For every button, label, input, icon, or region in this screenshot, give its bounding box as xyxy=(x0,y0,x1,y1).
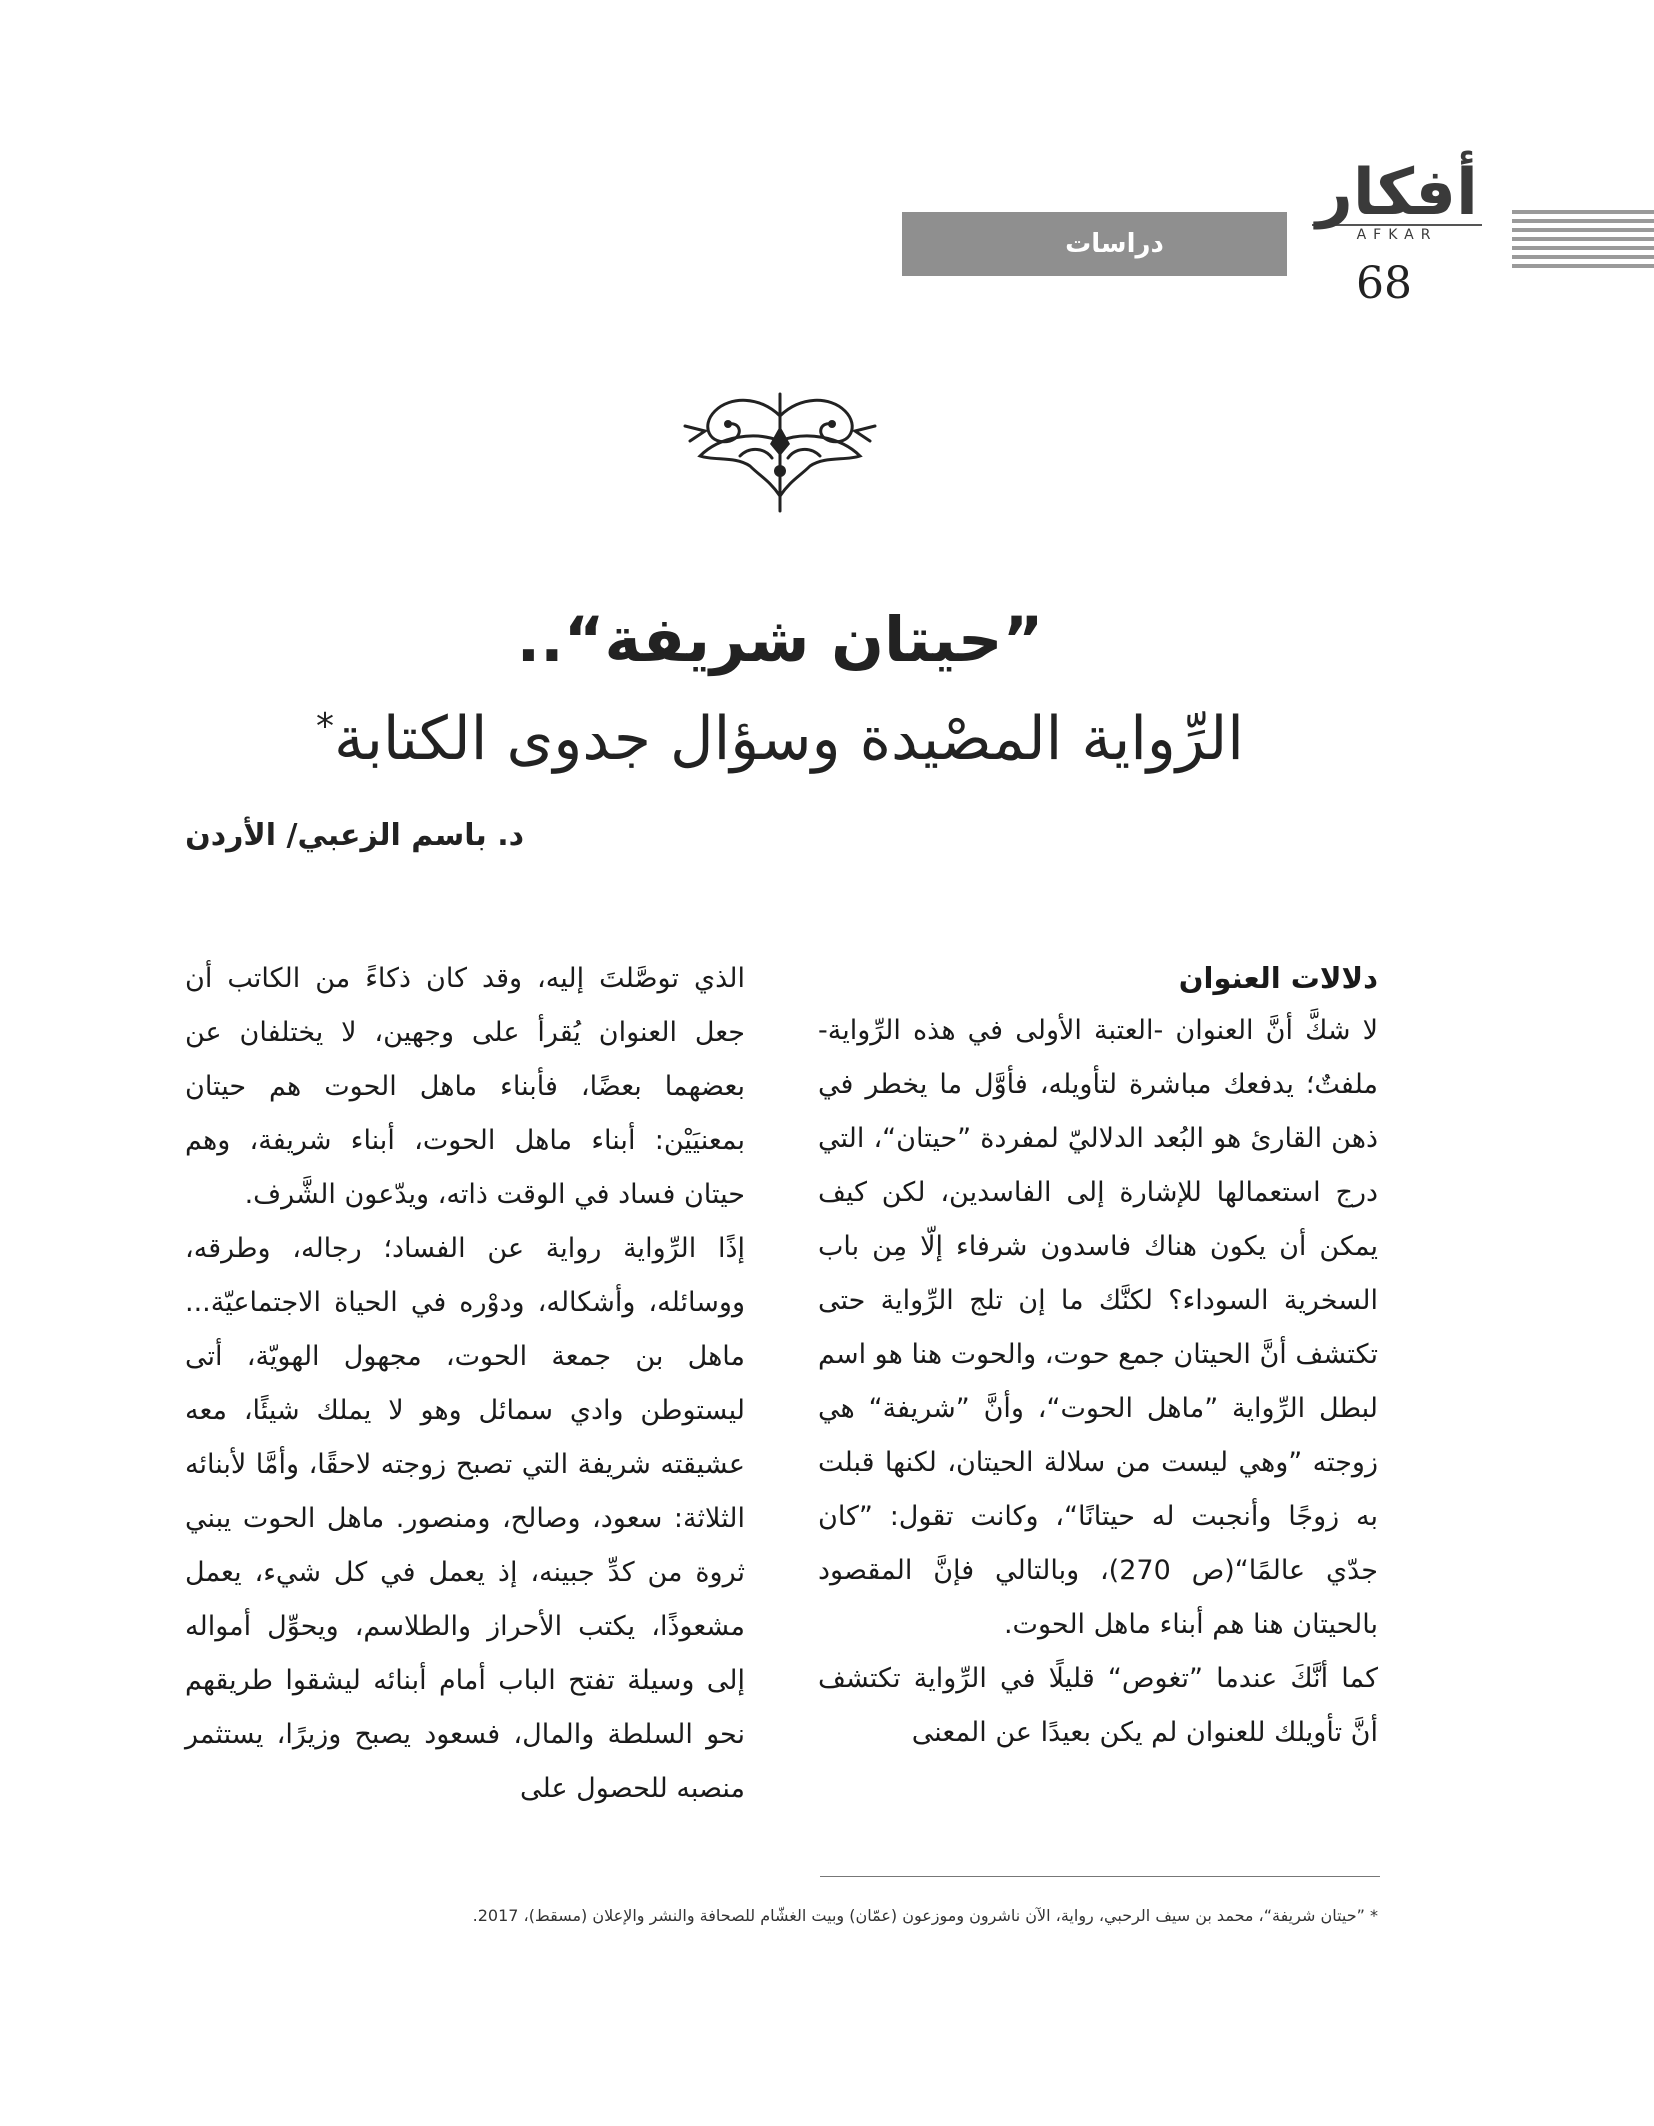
page-number: 68 xyxy=(1356,258,1412,309)
author-byline: د. باسم الزعبي/ الأردن xyxy=(185,818,524,853)
arabesque-ornament-icon xyxy=(680,386,880,516)
left-column xyxy=(185,952,745,1816)
title-line-2 xyxy=(200,682,1360,784)
section-heading: دلالات العنوان xyxy=(1178,961,1378,995)
paragraph: إذًا الرِّواية رواية عن الفساد؛ رجاله، وطرقه، ووسائله، وأشكاله، ودوْره في الحياة الاجتماعيّة... ماهل بن جمعة الحوت، مجهول الهويّة، أتى ليستوطن وادي سمائل وهو لا يملك شيئًا، معه عشيقته شريفة التي تصبح زوجته لاحقًا، وأمَّا لأبنائه الثلاثة: سعود، وصالح، ومنصور. ماهل الحوت يبني ثروة من كدِّ جبينه، إذ يعمل في كل شيء، يعمل مشعوذًا، يكتب الأحراز والطلاسم، ويحوِّل أمواله إلى وسيلة تفتح الباب أمام أبنائه ليشقوا طريقهم نحو السلطة والمال، فسعود يصبح وزيرًا، يستثمر منصبه للحصول على xyxy=(185,1233,745,1804)
section-label: دراسات xyxy=(902,212,1287,276)
footnote-divider xyxy=(820,1876,1380,1877)
right-column xyxy=(818,952,1378,1760)
header-stripes xyxy=(1512,210,1654,280)
paragraph: لا شكَّ أنَّ العنوان -العتبة الأولى في هذه الرِّواية- ملفتٌ؛ يدفعك مباشرة لتأويله، فأوَّل ما يخطر في ذهن القارئ هو البُعد الدلاليّ لمفردة ”حيتان“، التي درج استعمالها للإشارة إلى الفاسدين، لكن كيف يمكن أن يكون هناك فاسدون شرفاء إلّا مِن باب السخرية السوداء؟ لكنَّك ما إن تلج الرِّواية حتى تكتشف أنَّ الحيتان جمع حوت، والحوت هنا هو اسم لبطل الرِّواية ”ماهل الحوت“، وأنَّ ”شريفة“ هي زوجته ”وهي ليست من سلالة الحيتان، لكنها قبلت به زوجًا وأنجبت له حيتانًا“، وكانت تقول: ”كان جدّي عالمًا“(ص 270)، وبالتالي فإنَّ المقصود بالحيتان هنا هم أبناء ماهل الحوت. xyxy=(818,1015,1378,1640)
magazine-logo xyxy=(1312,158,1482,243)
paragraph: كما أنَّكَ عندما ”تغوص“ قليلًا في الرِّواية تكتشف أنَّ تأويلك للعنوان لم يكن بعيدًا عن المعنى xyxy=(818,1663,1378,1748)
logo-latin: AFKAR xyxy=(1312,224,1482,243)
article-title xyxy=(200,598,1360,784)
paragraph: الذي توصَّلتَ إليه، وقد كان ذكاءً من الكاتب أن جعل العنوان يُقرأ على وجهين، لا يختلفان عن بعضهما بعضًا، فأبناء ماهل الحوت هم حيتان بمعنيَيْن: أبناء ماهل الحوت، أبناء شريفة، وهم حيتان فساد في الوقت ذاته، ويدّعون الشَّرف. xyxy=(185,963,745,1210)
footnote: * ”حيتان شريفة“، محمد بن سيف الرحبي، رواية، الآن ناشرون وموزعون (عمّان) وبيت الغشّام للصحافة والنشر والإعلان (مسقط)، 2017. xyxy=(472,1906,1378,1925)
title-line-2-text: الرِّواية المصْيدة وسؤال جدوى الكتابة xyxy=(334,704,1244,774)
logo-arabic: أفكار xyxy=(1316,156,1478,230)
title-line-1: ”حيتان شريفة“.. xyxy=(516,603,1044,676)
title-footnote-mark: * xyxy=(316,706,335,747)
